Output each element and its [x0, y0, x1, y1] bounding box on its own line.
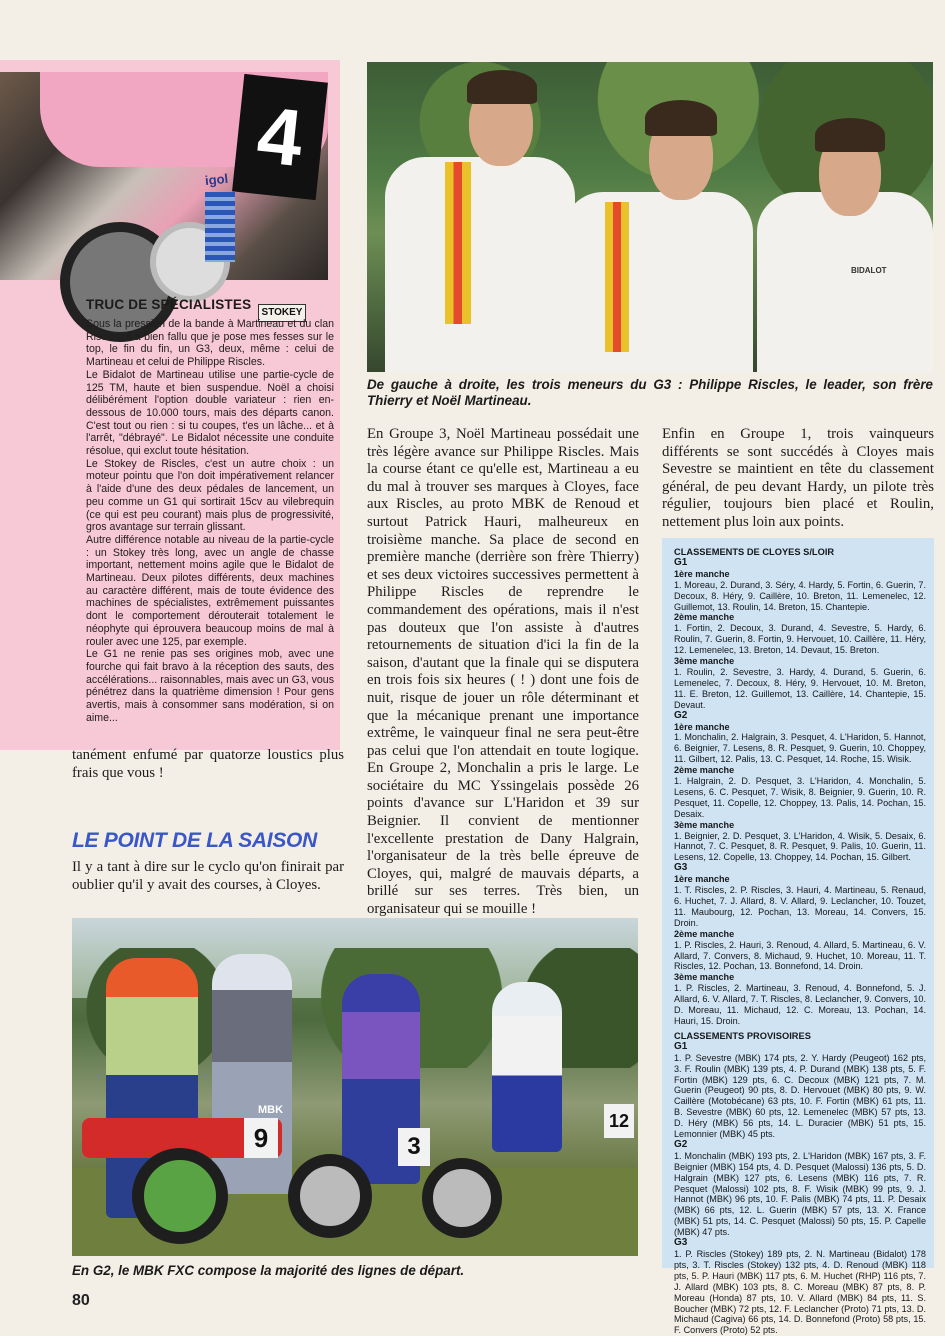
bike-brand: MBK	[258, 1104, 284, 1116]
left-column-end: tanément enfumé par quatorze loustics plus frais que vous !	[72, 747, 344, 781]
provisional-results: 1. P. Sevestre (MBK) 174 pts, 2. Y. Hardy (Peugeot) 162 pts, 3. F. Roulin (MBK) 139 pts, 4. P. Durand (MBK) 138 pts, 5. F. Fortin (MBK) 129 pts, 6. C. Decoux (MBK) 121 pts, 7. M. Guerin (Peugeot) 90 pts, 8. D. Hervouet (MBK) 80 pts, 9. W. Caillère (Motobécane) 63 pts, 10. F. Fortin (MBK) 61 pts, 11. B. Sevestre (MBK) 60 pts, 12. Lemenelec (MBK) 57 pts, 13. D. Héry (MBK) 56 pts, 14. L. Duracier (MBK) 51 pts, 15. Lemonnier (MBK) 45 pts.	[674, 1052, 926, 1140]
bike-wheel	[288, 1154, 372, 1238]
manche-label: 1ère manche	[674, 568, 730, 579]
rider-noel	[757, 192, 933, 372]
rider-hair	[815, 118, 885, 152]
stokey-sticker: STOKEY	[258, 304, 306, 322]
provisional-results: 1. P. Riscles (Stokey) 189 pts, 2. N. Martineau (Bidalot) 178 pts, 3. T. Riscles (Stokey) 132 pts, 4. D. Renoud (MBK) 118 pts, 5. P. Hauri (MBK) 117 pts, 6. M. Huchet (RHP) 116 pts, 7. J. Allard (MBK) 103 pts, 8. C. Moreau (MBK) 87 pts, 8. P. Moreau (Honda) 87 pts, 10. V. Allard (MBK) 84 pts, 11. S. Boucher (MBK) 72 pts, 12. F. Leclancher (Proto) 71 pts, 13. D. Michaud (Cagiva) 66 pts, 14. D. Bonnefond (Proto) 58 pts, 15. F. Convers (Proto) 52 pts.	[674, 1249, 926, 1336]
group-label: G1	[674, 1040, 688, 1052]
top-photo-caption: De gauche à droite, les trois meneurs du G3 : Philippe Riscles, le leader, son frère Thierry et Noël Martineau.	[367, 377, 933, 408]
results-heading: CLASSEMENTS DE CLOYES S/LOIR	[674, 547, 835, 557]
manche-label: 2ème manche	[674, 612, 735, 623]
rider-hair	[645, 100, 717, 136]
manche-results: 1. Beignier, 2. D. Pesquet, 3. L'Haridon, 4. Wisik, 5. Desaix, 6. Hannot, 7. C. Pesquet, 8. R. Pesquet, 9. Palis, 10. Guerin, 11. Lesens, 12. Copelle, 13. Choppey, 14. Pochan, 15. Gilbert.	[674, 830, 926, 863]
provisional-heading: CLASSEMENTS PROVISOIRES	[674, 1030, 811, 1041]
provisional-results: 1. Monchalin (MBK) 193 pts, 2. L'Haridon (MBK) 167 pts, 3. F. Beignier (MBK) 154 pts, 4. D. Pesquet (Malossi) 136 pts, 5. D. Halgrain (MBK) 127 pts, 6. Lesens (MBK) 116 pts, 7. R. Pesquet (Malossi) 102 pts, 8. F. Wisik (MBK) 99 pts, 9. J. Hannot (MBK) 96 pts, 10. F. Palis (MBK) 74 pts, 11. P. Desaix (MBK) 66 pts, 12. L. Guerin (MBK) 57 pts, 13. X. France (MBK) 51 pts, 14. C. Pesquet (Malossi) 50 pts, 15. P. Capelle (MBK) 47 pts.	[674, 1150, 926, 1238]
section-title: LE POINT DE LA SAISON	[72, 829, 317, 852]
group-label: G1	[674, 556, 688, 568]
manche-label: 2ème manche	[674, 765, 735, 776]
group-label: G3	[674, 1237, 688, 1249]
number-plate: 4	[232, 74, 328, 200]
manche-label: 3ème manche	[674, 972, 735, 983]
page-number: 80	[72, 1292, 90, 1309]
manche-results: 1. Moreau, 2. Durand, 3. Séry, 4. Hardy, 5. Fortin, 6. Guerin, 7. Decoux, 8. Héry, 9. Caillère, 10. Breton, 11. Lemenelec, 12. Guillemot, 13. Roulin, 14. Breton, 15. Chantepie.	[674, 579, 926, 612]
manche-label: 1ère manche	[674, 874, 730, 885]
rider-white	[492, 982, 562, 1152]
middle-column: En Groupe 3, Noël Martineau possédait une très légère avance sur Philippe Riscles. Mais la course étant ce qu'elle est, Martineau a eu du mal à trouver ses marques à Cloyes, face aux Riscles, au proto MBK de Renoud et surtout Patrick Hauri, malheureux en troisième manche. Sa place de second en première manche (derrière son frère Thierry) et ses deux victoires successives permettent à Philippe Riscles de reprendre le commandement des opérations, mais il n'est pas douteux que l'on assiste à d'autres retournements de situation d'ici la fin de la saison, d'autant que la finale qui se disputera en trois fois six heures ( ! ) dont une fois de nuit, risque de jouer un rôle déterminant et que la mécanique prenant une importance extrême, le vainqueur final ne sera peut-être pas celui que l'on attendait en toute logique. En Groupe 2, Monchalin a pris le large. Le sociétaire du MC Yssingelais possède 26 points d'avance sur L'Haridon et 39 sur Beignier. Il convient de mentionner l'excellente prestation de Dany Halgrain, l'organisateur de la très belle épreuve de Cloyes, qui, malgré de mauvais départs, a brillé sur ses terres. Très bien, un organisateur qui se mouille !	[367, 426, 639, 918]
sidebar-paragraph: Sous la pression de la bande à Martineau et du clan Riscles, il a bien fallu que je pose mes fesses sur le top, le fin du fin, un G3, deux, même : celui de Martineau et celui de Philippe Riscles.	[86, 318, 334, 369]
sidebar-title: TRUC DE SPÉCIALISTES	[86, 297, 252, 312]
riders-photo	[367, 62, 933, 372]
shirt-stripe	[445, 162, 471, 324]
manche-results: 1. T. Riscles, 2. P. Riscles, 3. Hauri, 4. Martineau, 5. Renaud, 6. Huchet, 7. J. Allard, 8. V. Allard, 9. Leclancher, 10. Touzet, 11. Maubourg, 12. Pochan, 13. Moreau, 14. Convers, 15. Droin.	[674, 885, 926, 928]
rider-hair	[467, 70, 537, 104]
rider-thierry	[563, 192, 753, 372]
manche-label: 3ème manche	[674, 819, 735, 830]
bike-plate: 9	[244, 1118, 278, 1158]
group-label: G2	[674, 709, 688, 721]
sidebar-paragraph: Le G1 ne renie pas ses origines mob, avec une fourche qui fait bravo à la réception des sauts, des accélérations... raisonnables, mais avec un G3, vous pénétrez dans la quatrième dimension ! Pour gens avertis, mais à consommer sans modération, si on aime...	[86, 648, 334, 724]
right-column: Enfin en Groupe 1, trois vainqueurs différents se sont succédés à Cloyes mais Sevestre se maintient en tête du classement général, de peu devant Hardy, un pilote très régulier, toujours bien placé et Roulin, nettement plus loin aux points.	[662, 426, 934, 530]
manche-results: 1. Roulin, 2. Sevestre, 3. Hardy, 4. Durand, 5. Guerin, 6. Lemenelec, 7. Decoux, 8. Héry, 9. Hervouet, 10. M. Breton, 11. E. Breton, 12. Guillemot, 13. Caillère, 14. Chantepie, 15. Devaut.	[674, 666, 926, 710]
start-line-photo	[72, 918, 638, 1256]
rider-philippe	[385, 157, 575, 372]
manche-results: 1. Halgrain, 2. D. Pesquet, 3. L'Haridon, 4. Monchalin, 5. Lesens, 6. C. Pesquet, 7. Wisik, 8. Beignier, 9. Guerin, 10. R. Pesquet, 11. Copelle, 12. Choppey, 13. Palis, 14. Pochan, 15. Desaix.	[674, 776, 926, 819]
shock-spring	[205, 192, 235, 262]
rider-grey	[212, 954, 292, 1194]
bike-plate: 12	[604, 1104, 634, 1138]
section-text: Il y a tant à dire sur le cyclo qu'on finirait par oublier qu'il y avait des courses, à Cloyes.	[72, 859, 344, 893]
group-label: G2	[674, 1138, 688, 1150]
manche-results: 1. P. Riscles, 2. Hauri, 3. Renoud, 4. Allard, 5. Martineau, 6. V. Allard, 7. Convers, 8. Michaud, 9. Huchet, 10. Moreau, 11. T. Riscles, 12. Pochan, 13. Bonnefond, 14. Droin.	[674, 939, 926, 972]
manche-results: 1. Fortin, 2. Decoux, 3. Durand, 4. Sevestre, 5. Hardy, 6. Roulin, 7. Guerin, 8. Fortin, 9. Hervouet, 10. Caillère, 11. Héry, 12. Lemenelec, 13. Breton, 14. Devaut, 15. Breton.	[674, 623, 926, 656]
sidebar-paragraph: Le Stokey de Riscles, c'est un autre choix : un moteur pointu que l'on doit impérativement relancer à l'aide d'une des deux pédales de lancement, un peu comme un G1 qui sortirait 15cv au vilebrequin (ce qui est peu courant) mais plus de progressivité, gros avantage sur terrain glissant.	[86, 457, 334, 534]
bottom-photo-caption: En G2, le MBK FXC compose la majorité des lignes de départ.	[72, 1263, 465, 1278]
sidebar-body	[86, 318, 334, 738]
manche-results: 1. P. Riscles, 2. Martineau, 3. Renoud, 4. Bonnefond, 5. J. Allard, 6. V. Allard, 7. T. Riscles, 8. Leclancher, 9. Convers, 10. D. Moreau, 11. Michaud, 12. C. Moreau, 13. Pochan, 14. Hauri, 15. Droin.	[674, 983, 926, 1026]
manche-label: 2ème manche	[674, 928, 735, 939]
shirt-stripe	[605, 202, 629, 352]
manche-label: 3ème manche	[674, 656, 735, 667]
manche-results: 1. Monchalin, 2. Halgrain, 3. Pesquet, 4. L'Haridon, 5. Hannot, 6. Beignier, 7. Lesens, 8. R. Pesquet, 9. Guerin, 10. Choppey, 11. Gilbert, 12. Palis, 13. C. Pesquet, 14. Roche, 15. Wisik.	[674, 732, 926, 765]
sidebar-paragraph: Le Bidalot de Martineau utilise une partie-cycle de 125 TM, haute et bien suspendue. Noël a choisi délibérément l'option double variateur : rien en-dessous de 10.000 tours, mais des départs canon. C'est tout ou rien : si tu coupes, t'es un lâche... et à l'arrêt, "débrayé". Le Bidalot nécessite une conduite résolue, qui exclut toute hésitation.	[86, 368, 334, 458]
bike-wheel	[132, 1148, 228, 1244]
manche-label: 1ère manche	[674, 721, 730, 732]
igol-sticker: igol	[204, 170, 229, 189]
bike-wheel	[422, 1158, 502, 1238]
sidebar-paragraph: Autre différence notable au niveau de la partie-cycle : un Stokey très long, avec un angle de chasse important, nettement moins agile que le Bidalot de Martineau. Deux pilotes différents, deux machines au caractère différent, mais de toute évidence des machines de spécialistes, extrêmement puissantes dont le comportement dérouterait totalement le néophyte qui éprouvera beaucoup moins de mal à rouler avec une 125, par exemple.	[86, 533, 334, 648]
bike-plate: 3	[398, 1128, 430, 1166]
shirt-logo: BIDALOT	[851, 266, 887, 275]
group-label: G3	[674, 862, 688, 874]
results-box	[662, 538, 934, 1336]
